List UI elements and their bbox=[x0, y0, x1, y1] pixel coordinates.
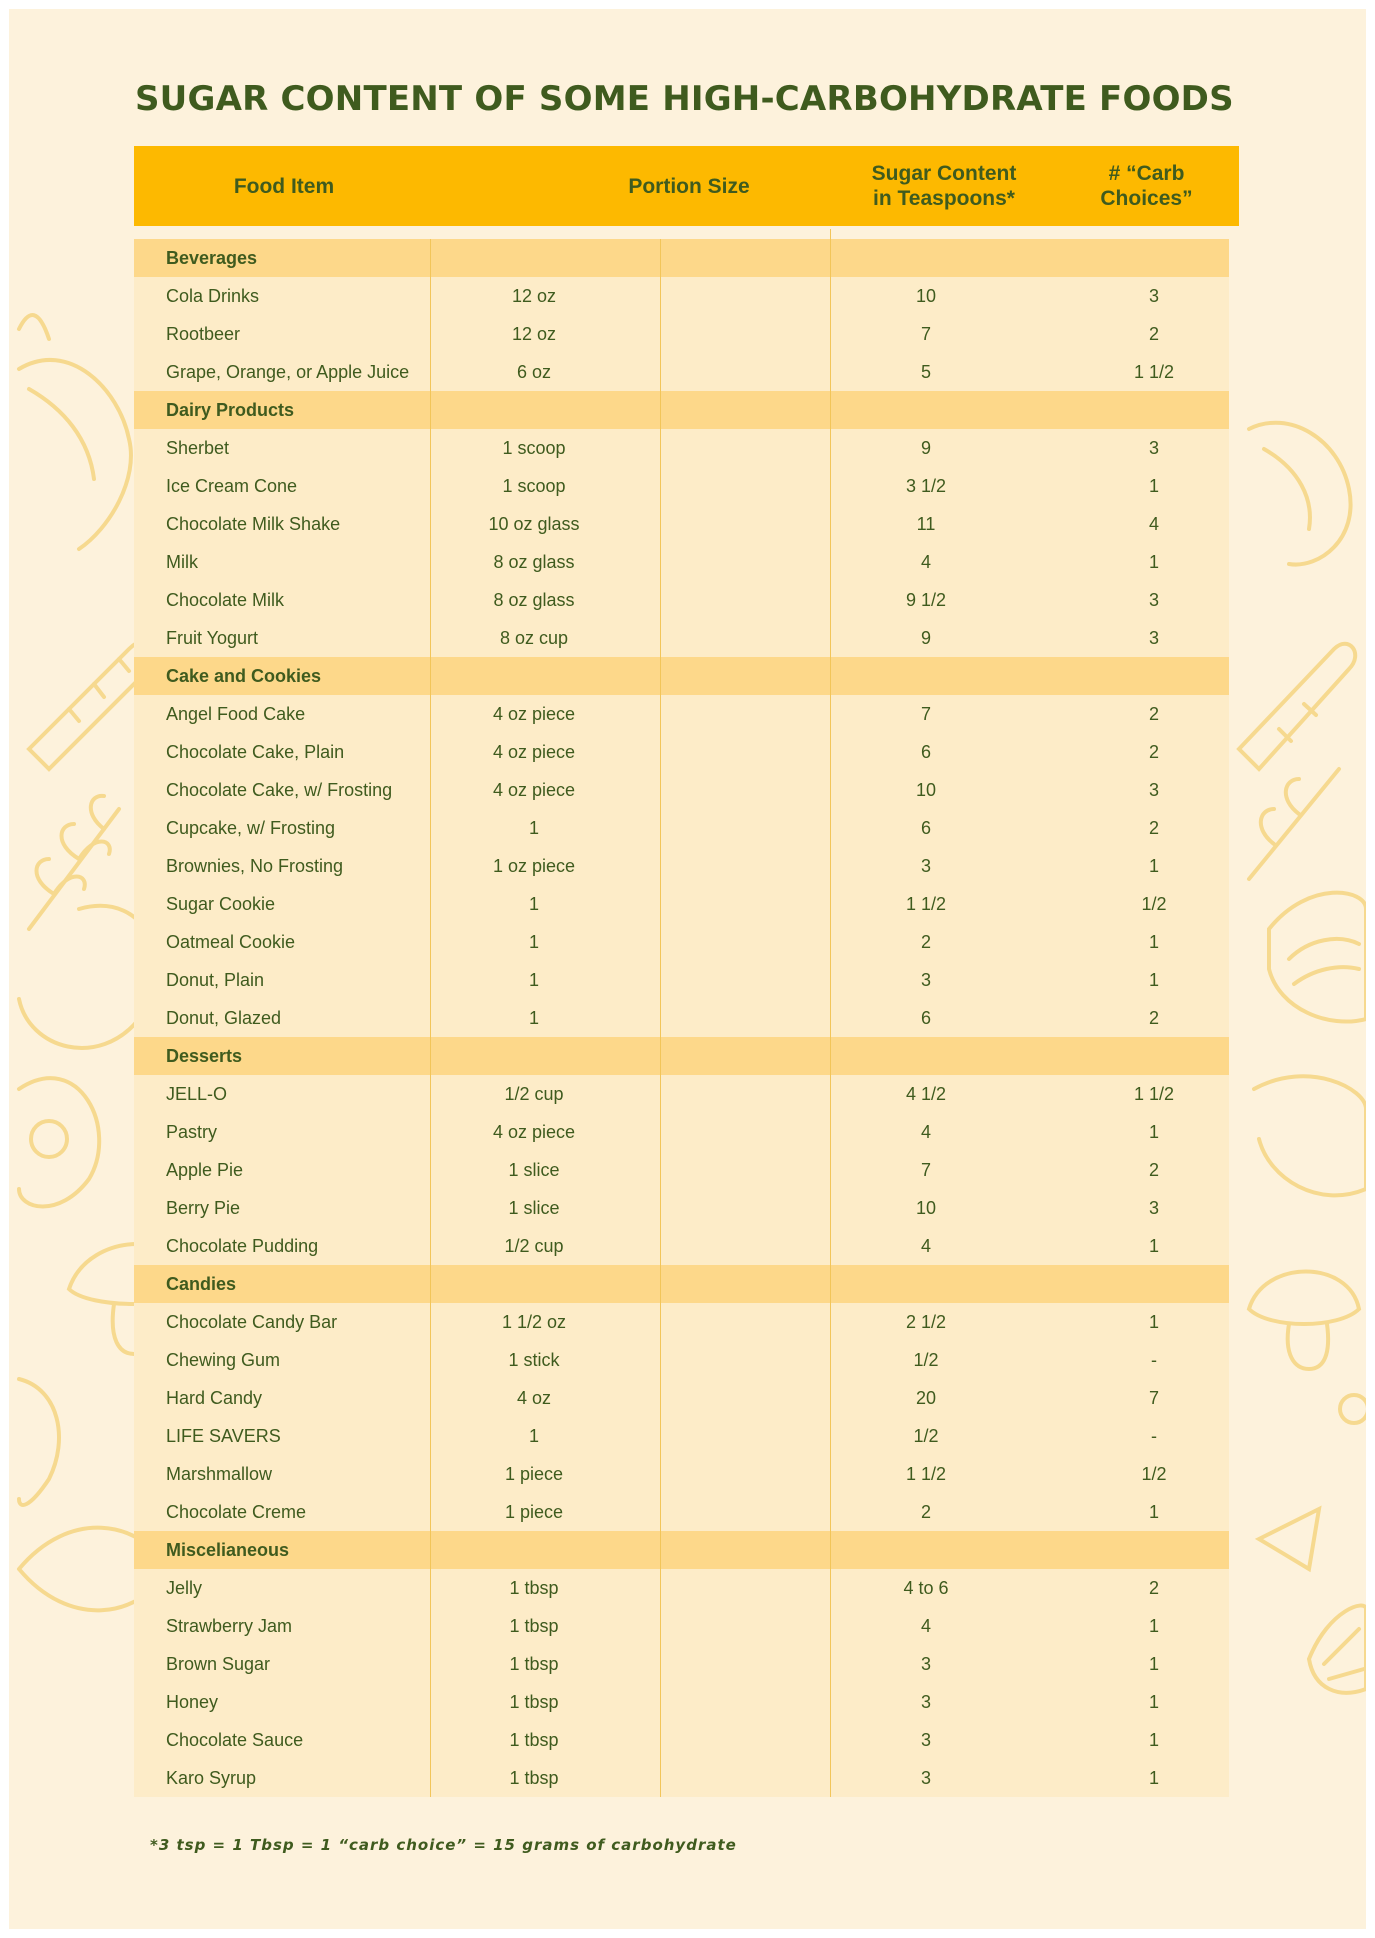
portion-size-cell-text: 1 scoop bbox=[502, 438, 566, 458]
food-item-cell: Chocolate Cake, w/ Frosting bbox=[166, 780, 393, 800]
carb-choices-cell-text: 1 bbox=[1148, 1616, 1160, 1636]
category-row bbox=[134, 391, 1229, 429]
food-item-cell: Brown Sugar bbox=[166, 1654, 271, 1674]
sugar-content-cell-text: 1/2 bbox=[913, 1426, 939, 1446]
sugar-content-cell-text: 4 bbox=[920, 552, 932, 572]
portion-size-cell-text: 12 oz bbox=[511, 286, 557, 306]
category-label: Cake and Cookies bbox=[166, 666, 322, 686]
carb-choices-cell-text: 2 bbox=[1148, 704, 1160, 724]
table-row bbox=[134, 1645, 1229, 1683]
portion-size-cell-text: 10 oz glass bbox=[488, 514, 580, 534]
portion-size-cell-text: 4 oz piece bbox=[492, 1122, 576, 1142]
column-divider bbox=[830, 229, 831, 1797]
table-row bbox=[134, 1113, 1229, 1151]
portion-size-cell-text: 1 stick bbox=[508, 1350, 560, 1370]
sugar-content-cell-text: 2 1/2 bbox=[905, 1312, 947, 1332]
portion-size-cell-text: 8 oz glass bbox=[493, 552, 575, 572]
food-item-cell: Donut, Glazed bbox=[166, 1008, 282, 1028]
portion-size-cell-text: 1 bbox=[528, 1426, 540, 1446]
food-item-cell: Oatmeal Cookie bbox=[166, 932, 296, 952]
sugar-content-cell-text: 4 bbox=[920, 1236, 932, 1256]
portion-size-cell-text: 1 bbox=[528, 970, 540, 990]
sugar-content-cell-text: 3 bbox=[920, 970, 932, 990]
sugar-content-cell-text: 6 bbox=[920, 818, 932, 838]
sugar-content-cell-text: 5 bbox=[920, 362, 932, 382]
food-item-cell: Grape, Orange, or Apple Juice bbox=[166, 362, 410, 382]
food-item-cell: Chocolate Creme bbox=[166, 1502, 307, 1522]
carb-choices-cell-text: 1 bbox=[1148, 1236, 1160, 1256]
food-item-cell: Marshmallow bbox=[166, 1464, 273, 1484]
food-item-cell: LIFE SAVERS bbox=[166, 1426, 281, 1446]
column-divider bbox=[660, 239, 661, 1797]
carb-choices-cell-text: 3 bbox=[1148, 628, 1160, 648]
sugar-content-cell-text: 3 bbox=[920, 1730, 932, 1750]
table-row bbox=[134, 277, 1229, 315]
column-divider bbox=[430, 239, 431, 1797]
sugar-content-cell-text: 10 bbox=[915, 286, 937, 306]
table-row bbox=[134, 429, 1229, 467]
carb-choices-cell-text: 1 bbox=[1148, 970, 1160, 990]
table-row bbox=[134, 1303, 1229, 1341]
portion-size-cell-text: 1 slice bbox=[508, 1160, 560, 1180]
table-row bbox=[134, 885, 1229, 923]
portion-size-cell-text: 1 tbsp bbox=[509, 1616, 559, 1636]
carb-choices-cell-text: 4 bbox=[1148, 514, 1160, 534]
table-row bbox=[134, 961, 1229, 999]
food-item-cell: Donut, Plain bbox=[166, 970, 265, 990]
table-row bbox=[134, 1379, 1229, 1417]
table-row bbox=[134, 847, 1229, 885]
sugar-content-cell-text: 3 bbox=[920, 1692, 932, 1712]
table-row bbox=[134, 1075, 1229, 1113]
food-item-cell: Chocolate Cake, Plain bbox=[166, 742, 345, 762]
portion-size-cell-text: 1 slice bbox=[508, 1198, 560, 1218]
sugar-content-cell-text: 7 bbox=[920, 1160, 932, 1180]
carb-choices-cell-text: 1 bbox=[1148, 1312, 1160, 1332]
carb-choices-cell-text: 1 bbox=[1148, 1502, 1160, 1522]
header-portion-size: Portion Size bbox=[628, 174, 750, 198]
carb-choices-cell-text: 7 bbox=[1148, 1388, 1160, 1408]
table-row bbox=[134, 1569, 1229, 1607]
carb-choices-cell-text: 1 bbox=[1148, 932, 1160, 952]
portion-size-cell-text: 8 oz glass bbox=[493, 590, 575, 610]
carb-choices-cell-text: 3 bbox=[1148, 590, 1160, 610]
table-row bbox=[134, 1493, 1229, 1531]
carb-choices-cell-text: 1 1/2 bbox=[1133, 362, 1175, 382]
sugar-content-cell-text: 3 bbox=[920, 1654, 932, 1674]
sugar-content-cell-text: 1 1/2 bbox=[905, 1464, 947, 1484]
food-item-cell: Ice Cream Cone bbox=[166, 476, 298, 496]
food-item-cell: Pastry bbox=[166, 1122, 218, 1142]
portion-size-cell-text: 1 scoop bbox=[502, 476, 566, 496]
carb-choices-cell-text: 2 bbox=[1148, 1160, 1160, 1180]
carb-choices-cell-text: 1/2 bbox=[1141, 1464, 1167, 1484]
food-item-cell: Angel Food Cake bbox=[166, 704, 306, 724]
sugar-content-cell-text: 2 bbox=[920, 932, 932, 952]
table-row bbox=[134, 315, 1229, 353]
sugar-content-cell-text: 10 bbox=[915, 1198, 937, 1218]
carb-choices-cell-text: - bbox=[1151, 1426, 1157, 1446]
table-row bbox=[134, 581, 1229, 619]
portion-size-cell-text: 1 oz piece bbox=[492, 856, 576, 876]
carb-choices-cell-text: 1 bbox=[1148, 552, 1160, 572]
portion-size-cell-text: 6 oz bbox=[516, 362, 552, 382]
sugar-content-cell-text: 10 bbox=[915, 780, 937, 800]
carb-choices-cell-text: 2 bbox=[1148, 1578, 1160, 1598]
category-label: Dairy Products bbox=[166, 400, 295, 420]
table-body bbox=[134, 239, 1229, 1797]
portion-size-cell-text: 4 oz bbox=[516, 1388, 552, 1408]
sugar-content-cell-text: 4 bbox=[920, 1616, 932, 1636]
carb-choices-cell-text: 1 bbox=[1148, 856, 1160, 876]
portion-size-cell-text: 1/2 cup bbox=[504, 1236, 564, 1256]
carb-choices-cell-text: 1 bbox=[1148, 1654, 1160, 1674]
portion-size-cell-text: 1 bbox=[528, 818, 540, 838]
food-item-cell: Honey bbox=[166, 1692, 219, 1712]
header-food-item: Food Item bbox=[233, 174, 335, 198]
header-carb-line1: # “Carb bbox=[1108, 162, 1185, 185]
footnote: *3 tsp = 1 Tbsp = 1 “carb choice” = 15 grams of carbohydrate bbox=[150, 1836, 737, 1854]
food-item-cell: Milk bbox=[166, 552, 198, 572]
table-row bbox=[134, 1417, 1229, 1455]
page-title: SUGAR CONTENT OF SOME HIGH-CARBOHYDRATE FOODS bbox=[135, 79, 1234, 119]
food-item-cell: Apple Pie bbox=[166, 1160, 244, 1180]
food-item-cell: Strawberry Jam bbox=[166, 1616, 293, 1636]
sugar-content-cell-text: 1 1/2 bbox=[905, 894, 947, 914]
header-sugar-line1: Sugar Content bbox=[871, 162, 1017, 185]
sugar-content-cell-text: 6 bbox=[920, 742, 932, 762]
table-row bbox=[134, 923, 1229, 961]
carb-choices-cell-text: 1 bbox=[1148, 1768, 1160, 1788]
category-row bbox=[134, 1531, 1229, 1569]
portion-size-cell-text: 8 oz cup bbox=[499, 628, 569, 648]
portion-size-cell-text: 1 1/2 oz bbox=[501, 1312, 567, 1332]
portion-size-cell-text: 1 piece bbox=[504, 1502, 564, 1522]
food-item-cell: Chocolate Milk bbox=[166, 590, 285, 610]
sugar-content-cell-text: 9 1/2 bbox=[905, 590, 947, 610]
header-sugar-content bbox=[834, 146, 1054, 226]
carb-choices-cell-text: 1 1/2 bbox=[1133, 1084, 1175, 1104]
category-row bbox=[134, 239, 1229, 277]
category-label: Beverages bbox=[166, 248, 258, 268]
category-row bbox=[134, 1265, 1229, 1303]
sugar-content-cell-text: 3 bbox=[920, 856, 932, 876]
category-label: Desserts bbox=[166, 1046, 243, 1066]
header-sugar-line2: in Teaspoons* bbox=[873, 187, 1015, 210]
table-row bbox=[134, 1721, 1229, 1759]
portion-size-cell-text: 1 tbsp bbox=[509, 1654, 559, 1674]
table-row bbox=[134, 1189, 1229, 1227]
food-item-cell: Chocolate Pudding bbox=[166, 1236, 319, 1256]
carb-choices-cell-text: 2 bbox=[1148, 324, 1160, 344]
header-carb-choices bbox=[1054, 146, 1239, 226]
carb-choices-cell-text: 1 bbox=[1148, 1692, 1160, 1712]
food-item-cell: Chewing Gum bbox=[166, 1350, 281, 1370]
table-row bbox=[134, 1759, 1229, 1797]
carb-choices-cell-text: 2 bbox=[1148, 1008, 1160, 1028]
carb-choices-cell-text: 2 bbox=[1148, 742, 1160, 762]
carb-choices-cell-text: 1 bbox=[1148, 1122, 1160, 1142]
sugar-content-cell-text: 9 bbox=[920, 438, 932, 458]
table-row bbox=[134, 505, 1229, 543]
sugar-content-cell-text: 20 bbox=[915, 1388, 937, 1408]
carb-choices-cell-text: 3 bbox=[1148, 438, 1160, 458]
category-row bbox=[134, 1037, 1229, 1075]
food-item-cell: Jelly bbox=[166, 1578, 203, 1598]
portion-size-cell-text: 1 tbsp bbox=[509, 1730, 559, 1750]
table-row bbox=[134, 733, 1229, 771]
portion-size-cell-text: 1 piece bbox=[504, 1464, 564, 1484]
food-item-cell: Chocolate Candy Bar bbox=[166, 1312, 338, 1332]
portion-size-cell-text: 4 oz piece bbox=[492, 704, 576, 724]
sugar-content-cell-text: 11 bbox=[916, 514, 936, 534]
table-row bbox=[134, 1455, 1229, 1493]
portion-size-cell-text: 1/2 cup bbox=[504, 1084, 564, 1104]
food-item-cell: JELL-O bbox=[166, 1084, 228, 1104]
sugar-content-cell-text: 4 to 6 bbox=[903, 1578, 949, 1598]
sugar-content-cell-text: 1/2 bbox=[913, 1350, 939, 1370]
carb-choices-cell-text: 1 bbox=[1148, 1730, 1160, 1750]
carb-choices-cell-text: 1/2 bbox=[1141, 894, 1167, 914]
sugar-content-cell-text: 7 bbox=[920, 324, 932, 344]
portion-size-cell-text: 1 bbox=[528, 932, 540, 952]
portion-size-cell-text: 4 oz piece bbox=[492, 742, 576, 762]
table-row bbox=[134, 771, 1229, 809]
category-label: Miscelianeous bbox=[166, 1540, 290, 1560]
table-row bbox=[134, 1227, 1229, 1265]
portion-size-cell-text: 1 tbsp bbox=[509, 1692, 559, 1712]
table-row bbox=[134, 1607, 1229, 1645]
food-item-cell: Sugar Cookie bbox=[166, 894, 276, 914]
food-item-cell: Fruit Yogurt bbox=[166, 628, 259, 648]
carb-choices-cell-text: 2 bbox=[1148, 818, 1160, 838]
food-item-cell: Berry Pie bbox=[166, 1198, 241, 1218]
table-row bbox=[134, 543, 1229, 581]
food-item-cell: Hard Candy bbox=[166, 1388, 263, 1408]
table-row bbox=[134, 1683, 1229, 1721]
sugar-content-cell-text: 4 bbox=[920, 1122, 932, 1142]
sugar-content-cell-text: 6 bbox=[920, 1008, 932, 1028]
category-label: Candies bbox=[166, 1274, 237, 1294]
table-row bbox=[134, 1151, 1229, 1189]
food-item-cell: Chocolate Milk Shake bbox=[166, 514, 341, 534]
food-item-cell: Cupcake, w/ Frosting bbox=[166, 818, 336, 838]
table-header bbox=[134, 146, 1239, 226]
food-item-cell: Chocolate Sauce bbox=[166, 1730, 304, 1750]
table-row bbox=[134, 695, 1229, 733]
table-row bbox=[134, 467, 1229, 505]
sugar-content-cell-text: 9 bbox=[920, 628, 932, 648]
header-carb-line2: Choices” bbox=[1100, 187, 1193, 210]
food-item-cell: Rootbeer bbox=[166, 324, 241, 344]
sugar-content-cell-text: 4 1/2 bbox=[905, 1084, 947, 1104]
portion-size-cell-text: 1 bbox=[528, 1008, 540, 1028]
table-row bbox=[134, 619, 1229, 657]
portion-size-cell-text: 1 tbsp bbox=[509, 1578, 559, 1598]
table-row bbox=[134, 809, 1229, 847]
food-item-cell: Brownies, No Frosting bbox=[166, 856, 344, 876]
carb-choices-cell-text: 3 bbox=[1148, 780, 1160, 800]
sugar-content-cell-text: 2 bbox=[920, 1502, 932, 1522]
food-item-cell: Cola Drinks bbox=[166, 286, 260, 306]
carb-choices-cell-text: 1 bbox=[1148, 476, 1160, 496]
table-row bbox=[134, 999, 1229, 1037]
sugar-content-cell-text: 3 bbox=[920, 1768, 932, 1788]
carb-choices-cell-text: 3 bbox=[1148, 1198, 1160, 1218]
sugar-content-cell-text: 7 bbox=[920, 704, 932, 724]
table-row bbox=[134, 353, 1229, 391]
carb-choices-cell-text: 3 bbox=[1148, 286, 1160, 306]
portion-size-cell-text: 12 oz bbox=[511, 324, 557, 344]
portion-size-cell-text: 1 tbsp bbox=[509, 1768, 559, 1788]
category-row bbox=[134, 657, 1229, 695]
table-row bbox=[134, 1341, 1229, 1379]
carb-choices-cell-text: - bbox=[1151, 1350, 1157, 1370]
food-item-cell: Sherbet bbox=[166, 438, 230, 458]
sugar-content-table bbox=[134, 146, 1239, 1797]
portion-size-cell-text: 1 bbox=[528, 894, 540, 914]
portion-size-cell-text: 4 oz piece bbox=[492, 780, 576, 800]
sugar-content-cell-text: 3 1/2 bbox=[905, 476, 947, 496]
food-item-cell: Karo Syrup bbox=[166, 1768, 257, 1788]
